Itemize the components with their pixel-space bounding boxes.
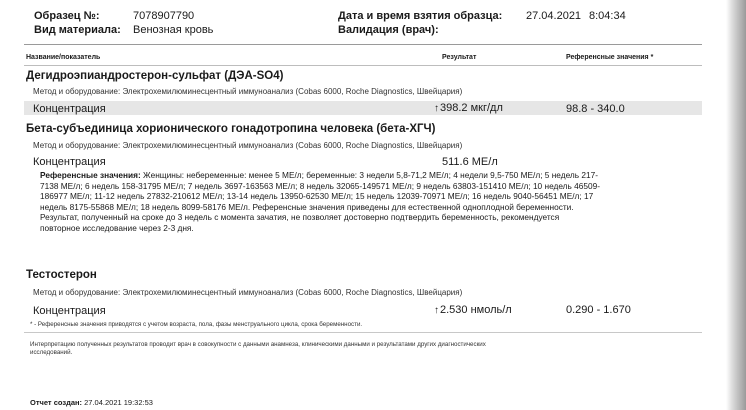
validation-label: Валидация (врач): <box>338 24 439 36</box>
result-text-dhea: 398.2 мкг/дл <box>440 102 503 114</box>
report-created-label: Отчет создан: <box>30 398 83 407</box>
reference-note-hcg <box>40 170 600 234</box>
report-created-value: 27.04.2021 19:32:53 <box>84 398 153 407</box>
reference-value-testosterone: 0.290 - 1.670 <box>566 304 631 316</box>
high-flag-icon: ↑ <box>434 305 439 316</box>
reference-value-dhea: 98.8 - 340.0 <box>566 103 625 115</box>
reference-note-text: Женщины: небеременные: менее 5 МЕ/л; беременные: 3 недели 5,8-71,2 МЕ/л; 4 недели 9,5-750 МЕ/л; 5 недель 217-7138 МЕ/л; 6 недель 158-31795 МЕ/л; 7 недель 3697-163563 МЕ/л; 8 недель 32065-149571 МЕ/л; 9 недель 63803-151410 МЕ/л; 10 недель 46509-186977 МЕ/л; 11-12 недель 27832-210612 МЕ/л; 13-14 недель 13950-62530 МЕ/л; 15 недель 12039-70971 МЕ/л; 16 недель 9040-56451 МЕ/л; 17 недель 8175-55868 МЕ/л; 18 недель 8099-58176 МЕ/л. Референсные значения приведены для естественной одноплодной беременности. Результат, полученный на сроке до 3 недель с момента зачатия, не позволяет достоверно подтвердить беременность, рекомендуется повторное исследование через 2-3 дня. <box>40 170 600 233</box>
report-created <box>30 398 153 407</box>
result-text-testosterone: 2.530 нмоль/л <box>440 304 512 316</box>
material-value: Венозная кровь <box>133 24 214 36</box>
collection-date-value: 27.04.2021 <box>526 10 582 22</box>
header-divider <box>24 44 702 45</box>
high-flag-icon: ↑ <box>434 103 439 114</box>
sample-number-label: Образец №: <box>34 10 100 22</box>
column-header-name: Название/показатель <box>26 54 101 61</box>
test-title-testosterone: Тестостерон <box>26 269 97 281</box>
result-value-testosterone <box>434 304 512 316</box>
result-value-dhea <box>434 102 503 114</box>
page-edge-shadow <box>726 0 746 410</box>
collection-datetime-label: Дата и время взятия образца: <box>338 10 503 22</box>
test-title-dhea: Дегидроэпиандростерон-сульфат (ДЭА-SO4) <box>26 70 284 82</box>
column-header-reference: Референсные значения * <box>566 54 654 61</box>
interpretation-disclaimer: Интерпретацию полученных результатов проводит врач в совокупности с данными анамнеза, клиническими данными и результатами других диагностических исследований. <box>30 341 486 356</box>
test-method-testosterone: Метод и оборудование: Электрохемилюминесцентный иммуноанализ (Cobas 6000, Roche Diagnostics, Швейцария) <box>33 288 463 297</box>
test-method-hcg: Метод и оборудование: Электрохемилюминесцентный иммуноанализ (Cobas 6000, Roche Diagnostics, Швейцария) <box>33 141 463 150</box>
param-label-hcg: Концентрация <box>33 156 106 168</box>
param-label-testosterone: Концентрация <box>33 305 106 317</box>
test-title-hcg: Бета-субъединица хорионического гонадотропина человека (бета-ХГЧ) <box>26 123 436 135</box>
material-label: Вид материала: <box>34 24 121 36</box>
reference-footnote: * - Референсные значения приводятся с учетом возраста, пола, фазы менструального цикла, срока беременности. <box>30 321 363 328</box>
reference-note-label: Референсные значения: <box>40 170 141 180</box>
columns-divider <box>24 65 702 66</box>
column-header-result: Результат <box>442 54 477 61</box>
collection-time-value: 8:04:34 <box>589 10 626 22</box>
param-label-dhea: Концентрация <box>33 103 106 115</box>
test-method-dhea: Метод и оборудование: Электрохемилюминесцентный иммуноанализ (Cobas 6000, Roche Diagnostics, Швейцария) <box>33 87 463 96</box>
sample-number-value: 7078907790 <box>133 10 195 22</box>
footer-divider <box>24 332 702 333</box>
result-value-hcg: 511.6 МЕ/л <box>442 156 498 168</box>
